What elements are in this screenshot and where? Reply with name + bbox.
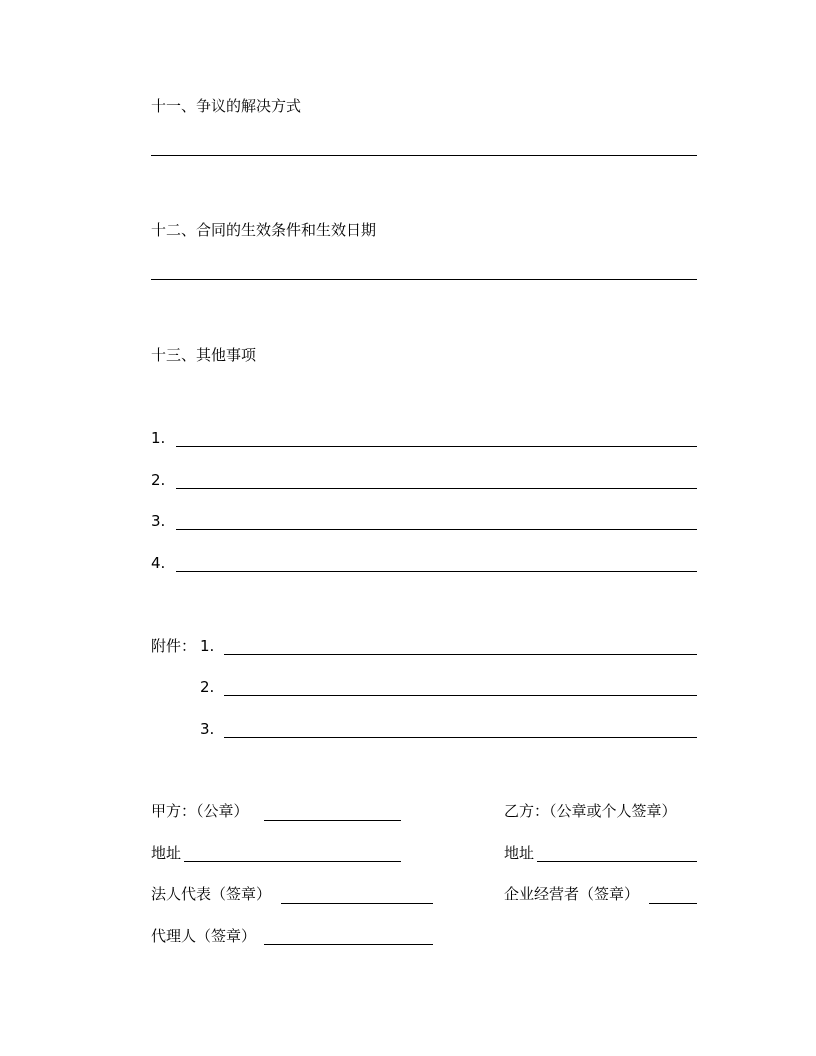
section-dispute-heading: 十一、争议的解决方式: [151, 97, 302, 115]
other-item-line: [176, 571, 697, 572]
other-item-number: 4.: [151, 554, 166, 572]
agent-line: [264, 944, 433, 945]
agent-label: 代理人（签章）: [151, 927, 257, 945]
legal-rep-label: 法人代表（签章）: [151, 885, 272, 903]
attachments-label: 附件：: [151, 637, 197, 655]
operator-label: 企业经营者（签章）: [504, 885, 640, 903]
other-item-line: [176, 446, 697, 447]
section-other-heading: 十三、其他事项: [151, 346, 257, 364]
party-b-address-line: [537, 861, 697, 862]
party-a-address-line: [184, 861, 401, 862]
party-b-label: 乙方：（公章或个人签章）: [504, 802, 677, 820]
attachment-line: [224, 654, 697, 655]
other-item-line: [176, 488, 697, 489]
other-item-number: 2.: [151, 471, 166, 489]
attachment-line: [224, 737, 697, 738]
dispute-fill-line: [151, 155, 697, 156]
legal-rep-line: [281, 903, 433, 904]
party-a-label: 甲方：（公章）: [151, 802, 249, 820]
attachment-line: [224, 695, 697, 696]
section-effect-heading: 十二、合同的生效条件和生效日期: [151, 221, 377, 239]
party-a-address-label: 地址: [151, 844, 182, 862]
other-item-line: [176, 529, 697, 530]
attachment-number: 3.: [200, 720, 215, 738]
operator-line: [649, 903, 697, 904]
other-item-number: 1.: [151, 429, 166, 447]
party-a-seal-line: [264, 820, 401, 821]
attachment-number: 1.: [200, 637, 215, 655]
attachment-number: 2.: [200, 678, 215, 696]
effect-fill-line: [151, 279, 697, 280]
other-item-number: 3.: [151, 512, 166, 530]
party-b-address-label: 地址: [504, 844, 535, 862]
